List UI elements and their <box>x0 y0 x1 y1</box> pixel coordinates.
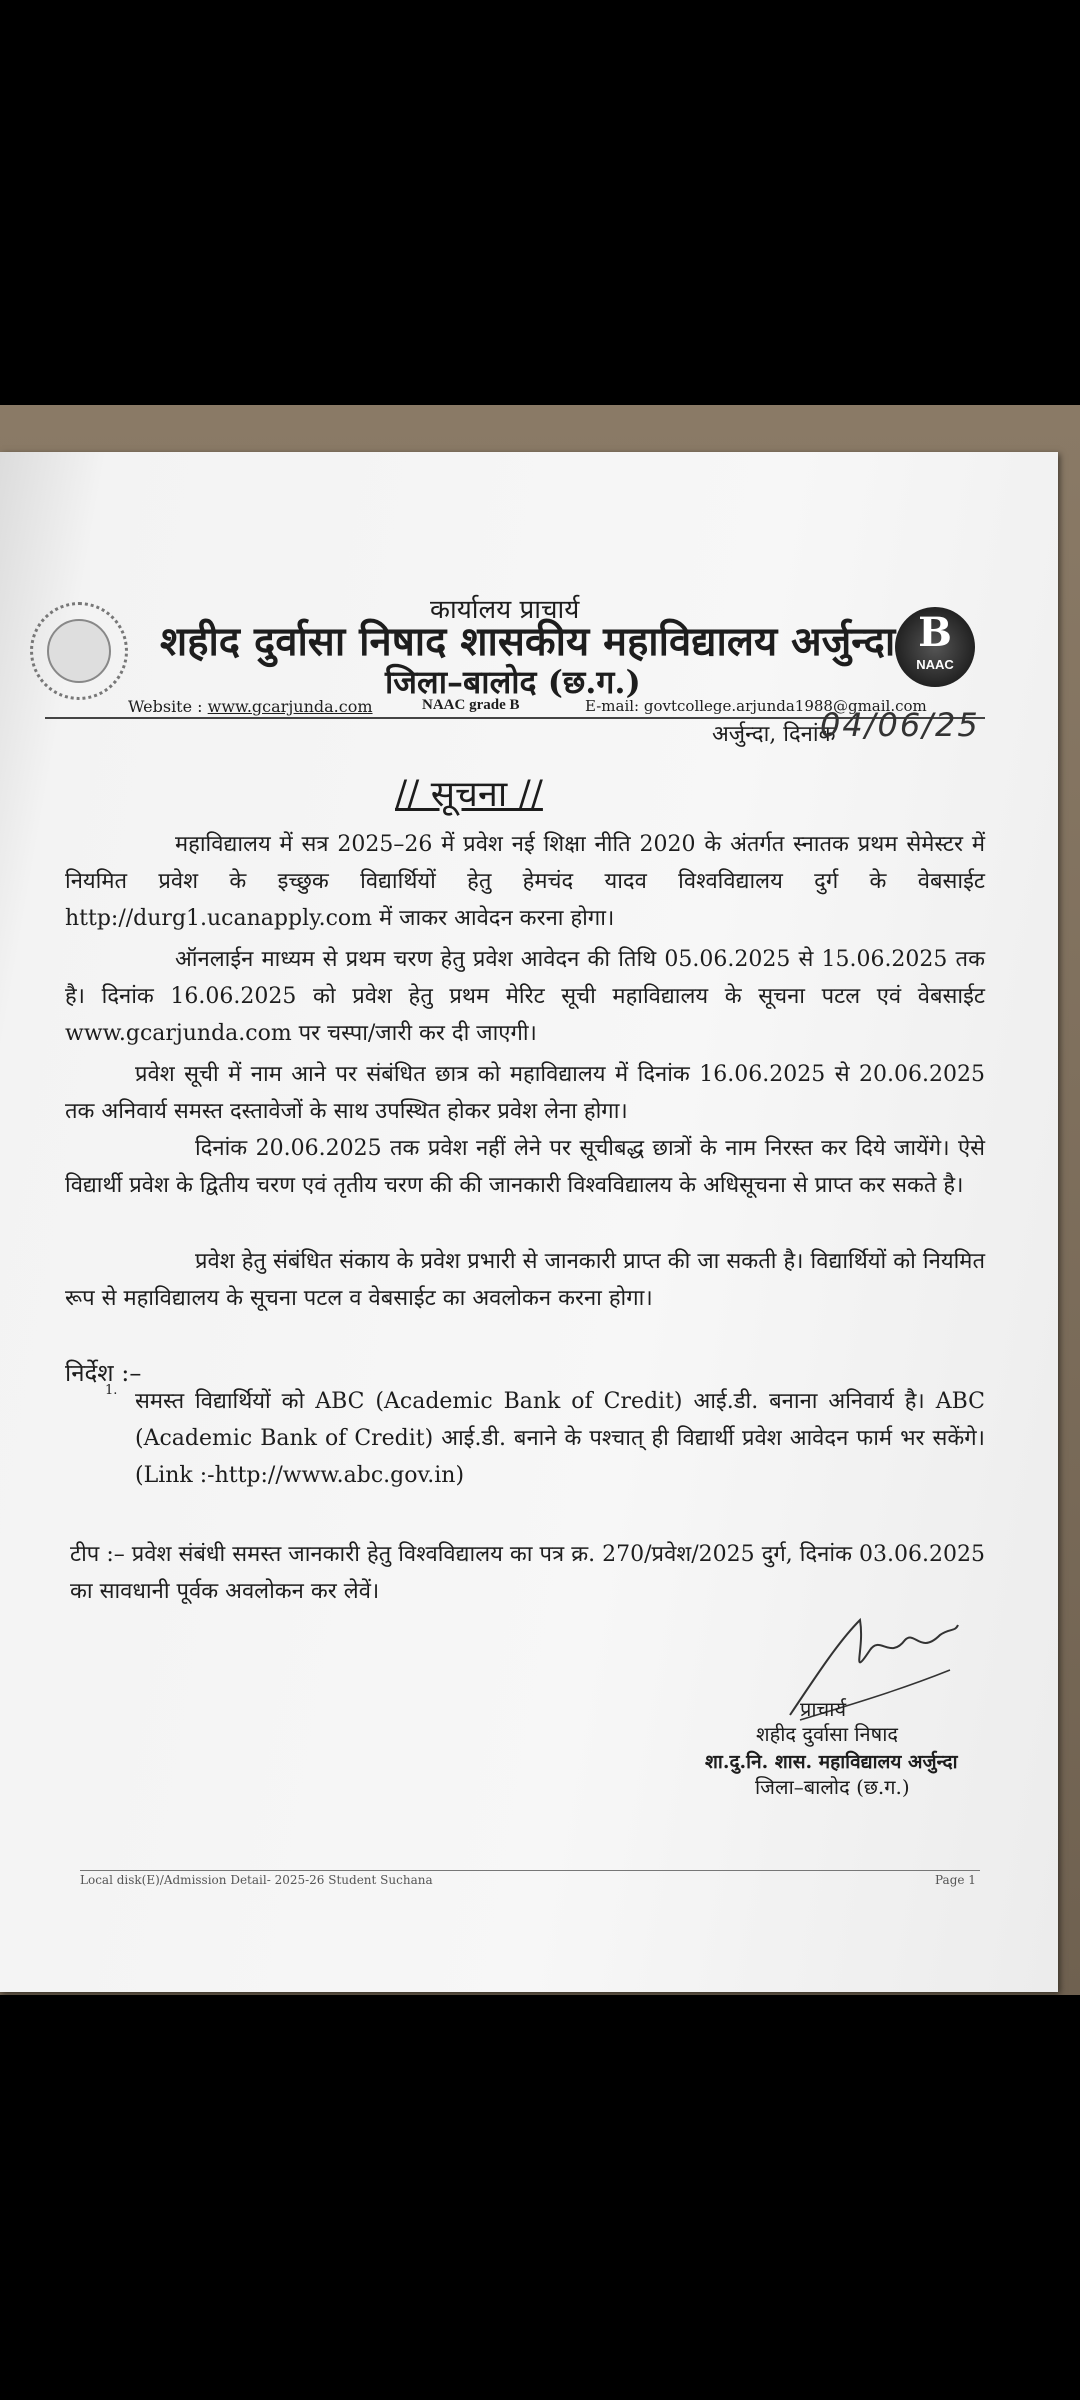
instruction-item-1: समस्त विद्यार्थियों को ABC (Academic Bank of Credit) आई.डी. बनाना अनिवार्य है। ABC (Academic Bank of Credit) आई.डी. बनाने के पश्चात् ही विद्यार्थी प्रवेश आवेदन फार्म भर सकेंगे। (Link :-http://www.abc.gov.in) <box>135 1389 985 1488</box>
notice-paragraph-4: दिनांक 20.06.2025 तक प्रवेश नहीं लेने पर सूचीबद्ध छात्रों के नाम निरस्त कर दिये जायेंगे। ऐसे विद्यार्थी प्रवेश के द्वितीय चरण एवं तृतीय चरण की की जानकारी विश्वविद्यालय के अधिसूचना से प्राप्त कर सकते है। <box>65 1136 985 1198</box>
naac-badge-icon: B NAAC <box>895 607 975 687</box>
footer-divider <box>80 1870 980 1871</box>
notice-paragraph-5: प्रवेश हेतु संबंधित संकाय के प्रवेश प्रभारी से जानकारी प्राप्त की जा सकती है। विद्यार्थियों को नियमित रूप से महाविद्यालय के सूचना पटल व वेबसाईट का अवलोकन करना होगा। <box>65 1249 985 1311</box>
email-address: E-mail: govtcollege.arjunda1988@gmail.com <box>585 697 927 715</box>
footer-page: Page 1 <box>935 1873 976 1887</box>
signature-district: जिला–बालोद (छ.ग.) <box>755 1775 910 1799</box>
college-name: शहीद दुर्वासा निषाद शासकीय महाविद्यालय अर्जुन्दा <box>160 618 896 665</box>
notice-paragraph-2: ऑनलाईन माध्यम से प्रथम चरण हेतु प्रवेश आवेदन की तिथि 05.06.2025 से 15.06.2025 तक है। दिनांक 16.06.2025 को प्रवेश हेतु प्रथम मेरिट सूची महाविद्यालय के सूचना पटल एवं वेबसाईट www.gcarjunda.com पर चस्पा/जारी कर दी जाएगी। <box>65 947 985 1046</box>
notice-title: // सूचना // <box>395 774 543 815</box>
tip-note: टीप :– प्रवेश संबंधी समस्त जानकारी हेतु विश्वविद्यालय का पत्र क्र. 270/प्रवेश/2025 दुर्ग, दिनांक 03.06.2025 का सावधानी पूर्वक अवलोकन कर लेवें। <box>70 1542 985 1604</box>
date-label: अर्जुन्दा, दिनांक <box>712 722 836 747</box>
office-heading: कार्यालय प्राचार्य <box>430 595 580 625</box>
instruction-number: 1. <box>105 1383 118 1398</box>
handwritten-date: 04/06/25 <box>820 706 980 744</box>
signature-stamp: शा.दु.नि. शास. महाविद्यालय अर्जुन्दा <box>705 1751 958 1773</box>
signature-line-2: शहीद दुर्वासा निषाद <box>756 1722 898 1746</box>
college-seal-icon <box>30 602 128 700</box>
footer-path: Local disk(E)/Admission Detail- 2025-26 Student Suchana <box>80 1873 433 1887</box>
naac-grade: NAAC grade B <box>422 697 520 713</box>
notice-paragraph-3: प्रवेश सूची में नाम आने पर संबंधित छात्र को महाविद्यालय में दिनांक 16.06.2025 से 20.06.2025 तक अनिवार्य समस्त दस्तावेजों के साथ उपस्थित होकर प्रवेश लेना होगा। <box>65 1062 985 1124</box>
notice-paragraph-1: महाविद्यालय में सत्र 2025–26 में प्रवेश नई शिक्षा नीति 2020 के अंतर्गत स्नातक प्रथम सेमेस्टर में नियमित प्रवेश के इच्छुक विद्यार्थियों हेतु हेमचंद यादव विश्वविद्यालय दुर्ग के वेबसाईट http://durg1.ucanapply.com में जाकर आवेदन करना होगा। <box>65 832 985 931</box>
signature-designation: प्राचार्य <box>800 1697 847 1721</box>
website-line: Website : www.gcarjunda.com <box>128 697 373 716</box>
instructions-heading: निर्देश :– <box>65 1359 142 1387</box>
website-link[interactable]: www.gcarjunda.com <box>207 697 373 716</box>
district-name: जिला–बालोद (छ.ग.) <box>385 663 641 701</box>
